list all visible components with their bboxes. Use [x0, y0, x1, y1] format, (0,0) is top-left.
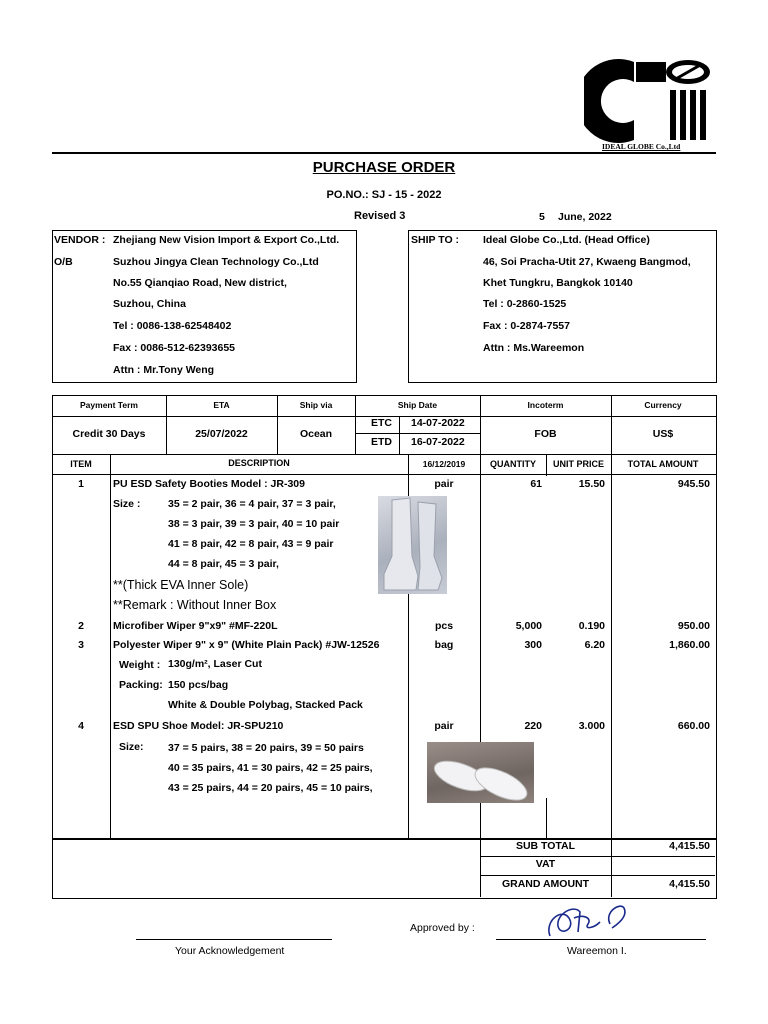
grand-value: 4,415.50: [669, 878, 710, 890]
item1-sizes-line: 38 = 3 pair, 39 = 3 pair, 40 = 10 pair: [168, 518, 340, 530]
ob-label: O/B: [54, 256, 73, 268]
vendor-address1: No.55 Qianqiao Road, New district,: [113, 277, 287, 289]
currency-value: US$: [652, 428, 674, 440]
item3-weight: 130g/m², Laser Cut: [168, 658, 262, 670]
th-description: DESCRIPTION: [228, 458, 290, 468]
signature: [540, 898, 640, 942]
item2-total: 950.00: [677, 620, 710, 632]
th-payment: Payment Term: [80, 400, 138, 410]
etc-value: 14-07-2022: [411, 417, 465, 429]
item1-unit: pair: [434, 478, 454, 490]
item1-note1: **(Thick EVA Inner Sole): [113, 578, 249, 592]
vendor-attn: Attn : Mr.Tony Weng: [113, 364, 215, 376]
th-currency: Currency: [644, 400, 682, 410]
vendor-name: Zhejiang New Vision Import & Export Co.,Ltd.: [113, 234, 340, 246]
vendor-address2: Suzhou, China: [113, 298, 186, 310]
th-unit-price: UNIT PRICE: [552, 459, 604, 469]
item4-sizes-line: 40 = 35 pairs, 41 = 30 pairs, 42 = 25 pairs,: [168, 762, 373, 774]
vat-label: VAT: [535, 858, 556, 870]
th-shipvia: Ship via: [299, 400, 333, 410]
th-total: TOTAL AMOUNT: [627, 459, 699, 469]
vendor-tel: Tel : 0086-138-62548402: [113, 320, 232, 332]
company-logo: [584, 58, 714, 153]
item4-no: 4: [78, 720, 84, 732]
etd-value: 16-07-2022: [411, 436, 465, 448]
item3-packing-label: Packing:: [119, 679, 163, 691]
vendor-label: VENDOR :: [54, 234, 106, 246]
item3-unit: bag: [434, 639, 454, 651]
item3-no: 3: [78, 639, 84, 651]
eta-value: 25/07/2022: [195, 428, 248, 440]
th-item: ITEM: [70, 459, 92, 469]
item2-price: 0.190: [578, 620, 605, 632]
vendor-fax: Fax : 0086-512-62393655: [113, 342, 236, 354]
item1-total: 945.50: [677, 478, 710, 490]
item1-sizes-line: 44 = 8 pair, 45 = 3 pair,: [168, 558, 279, 570]
item4-price: 3.000: [578, 720, 605, 732]
item3-desc: Polyester Wiper 9" x 9" (White Plain Pack) #JW-12526: [113, 639, 380, 651]
shipto-label: SHIP TO :: [411, 234, 460, 246]
item3-packing2: White & Double Polybag, Stacked Pack: [168, 699, 363, 711]
item4-sizes-line: 43 = 25 pairs, 44 = 20 pairs, 45 = 10 pairs,: [168, 782, 373, 794]
booties-photo: [378, 496, 447, 594]
shipto-address1: 46, Soi Pracha-Utit 27, Kwaeng Bangmod,: [483, 256, 691, 268]
ship-via-value: Ocean: [299, 428, 333, 440]
shipto-name: Ideal Globe Co.,Ltd. (Head Office): [483, 234, 650, 246]
grand-label: GRAND AMOUNT: [501, 878, 590, 890]
shipto-tel: Tel : 0-2860-1525: [483, 298, 567, 310]
item1-sizes-line: 35 = 2 pair, 36 = 4 pair, 37 = 3 pair,: [168, 498, 336, 510]
shipto-address2: Khet Tungkru, Bangkok 10140: [483, 277, 633, 289]
item2-desc: Microfiber Wiper 9"x9" #MF-220L: [113, 620, 278, 632]
item4-size-label: Size:: [119, 741, 144, 753]
item1-qty: 61: [530, 478, 542, 490]
ob-name: Suzhou Jingya Clean Technology Co.,Ltd: [113, 256, 319, 268]
item1-size-label: Size :: [113, 498, 141, 510]
item1-sizes-line: 41 = 8 pair, 42 = 8 pair, 43 = 9 pair: [168, 538, 334, 550]
date-month: June, 2022: [558, 211, 612, 223]
subtotal-label: SUB TOTAL: [515, 840, 576, 852]
header-rule: [52, 152, 716, 154]
payment-term: Credit 30 Days: [72, 428, 146, 440]
incoterm-value: FOB: [534, 428, 557, 440]
page-title: PURCHASE ORDER: [312, 159, 456, 176]
po-number: PO.NO.: SJ - 15 - 2022: [326, 189, 442, 201]
item3-price: 6.20: [584, 639, 605, 651]
item4-desc: ESD SPU Shoe Model: JR-SPU210: [113, 720, 284, 732]
date-day: 5: [539, 211, 545, 223]
shoe-photo: [427, 742, 534, 803]
th-shipdate: Ship Date: [397, 400, 438, 410]
item1-note2: **Remark : Without Inner Box: [113, 598, 277, 612]
approver-name: Wareemon I.: [567, 945, 627, 957]
item2-qty: 5,000: [515, 620, 542, 632]
th-incoterm: Incoterm: [527, 400, 564, 410]
th-eta: ETA: [213, 400, 230, 410]
etc-label: ETC: [371, 417, 392, 429]
item3-qty: 300: [524, 639, 542, 651]
item4-total: 660.00: [677, 720, 710, 732]
item3-packing: 150 pcs/bag: [168, 679, 229, 691]
item4-qty: 220: [524, 720, 542, 732]
item3-weight-label: Weight :: [119, 659, 161, 671]
th-date: 16/12/2019: [422, 459, 466, 469]
subtotal-value: 4,415.50: [669, 840, 710, 852]
etd-label: ETD: [371, 436, 392, 448]
approved-by-label: Approved by :: [410, 922, 475, 934]
item1-price: 15.50: [578, 478, 605, 490]
item1-desc: PU ESD Safety Booties Model : JR-309: [113, 478, 305, 490]
logo-text: IDEAL GLOBE Co.,Ltd: [602, 142, 681, 151]
item4-sizes-line: 37 = 5 pairs, 38 = 20 pairs, 39 = 50 pairs: [168, 742, 364, 754]
vendor-box: [52, 230, 357, 383]
item3-total: 1,860.00: [669, 639, 710, 651]
item2-unit: pcs: [434, 620, 454, 632]
shipto-box: [408, 230, 717, 383]
item4-unit: pair: [434, 720, 454, 732]
acknowledgement-label: Your Acknowledgement: [175, 945, 285, 957]
revision: Revised 3: [354, 210, 406, 222]
shipto-attn: Attn : Ms.Wareemon: [483, 342, 585, 354]
item2-no: 2: [78, 620, 84, 632]
shipto-fax: Fax : 0-2874-7557: [483, 320, 570, 332]
item1-no: 1: [78, 478, 84, 490]
th-quantity: QUANTITY: [490, 459, 536, 469]
